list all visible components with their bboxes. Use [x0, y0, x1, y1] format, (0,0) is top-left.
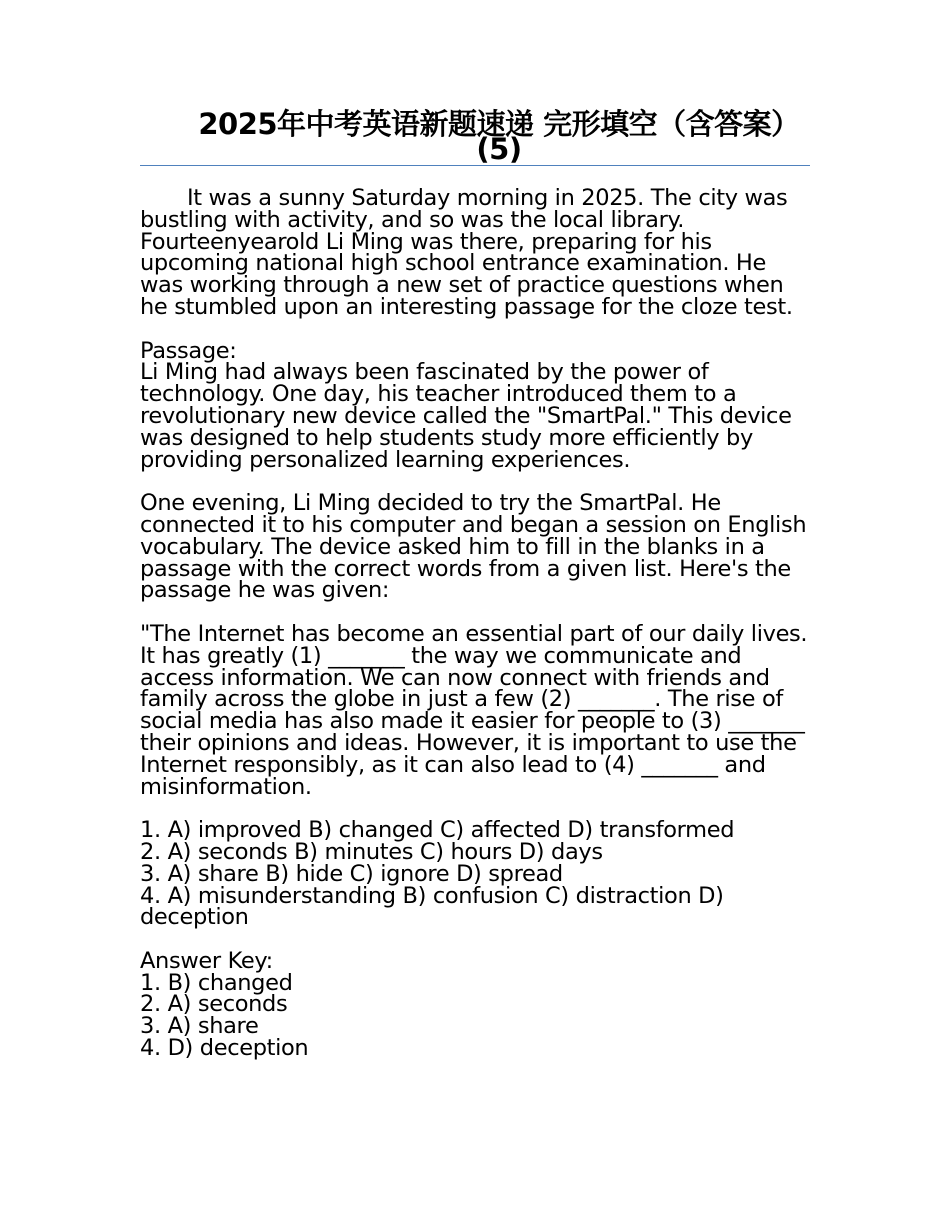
answer-item: 3. A) share [140, 1013, 259, 1040]
passage-label: Passage: [140, 337, 237, 364]
question-item: 2. A) seconds B) minutes C) hours D) days [140, 838, 603, 865]
document-page [140, 100, 810, 1082]
passage-section [140, 337, 810, 473]
answer-key [140, 947, 810, 1062]
question-item: 1. A) improved B) changed C) affected D) transformed [140, 817, 735, 844]
answer-item: 1. B) changed [140, 969, 293, 996]
answer-item: 2. A) seconds [140, 991, 288, 1018]
passage-paragraph-2: One evening, Li Ming decided to try the SmartPal. He connected it to his computer and began a session on English vocabulary. The device asked him to fill in the blanks in a passage with the correct words from a given list. Here's the passage he was given: [140, 490, 807, 604]
page-title: 2025年中考英语新题速递 完形填空（含答案）(5) [140, 100, 810, 166]
passage-paragraph-1: Li Ming had always been fascinated by the power of technology. One day, his teacher introduced them to a revolutionary new device called the "SmartPal." This device was designed to help students study more efficiently by providing personalized learning experiences. [140, 359, 792, 473]
document-body [140, 185, 810, 1062]
cloze-passage: "The Internet has become an essential part of our daily lives. It has greatly (1) _______ the way we communicate and access information. We can now connect with friends and family across the globe in just a few (2) _______. The rise of social media has also made it easier for people to (3) _______ their opinions and ideas. However, it is important to use the Internet responsibly, as it can also lead to (4) _______ and misinformation. [140, 620, 808, 800]
answer-key-label: Answer Key: [140, 947, 273, 974]
question-item: 4. A) misunderstanding B) confusion C) distraction D) deception [140, 882, 724, 931]
answer-item: 4. D) deception [140, 1035, 309, 1062]
question-item: 3. A) share B) hide C) ignore D) spread [140, 860, 563, 887]
question-list [140, 817, 810, 931]
intro-paragraph: It was a sunny Saturday morning in 2025. The city was bustling with activity, and so was the local library. Fourteenyearold Li Ming was there, preparing for his upcoming national high school entrance examination. He was working through a new set of practice questions when he stumbled upon an interesting passage for the cloze test. [140, 185, 793, 320]
